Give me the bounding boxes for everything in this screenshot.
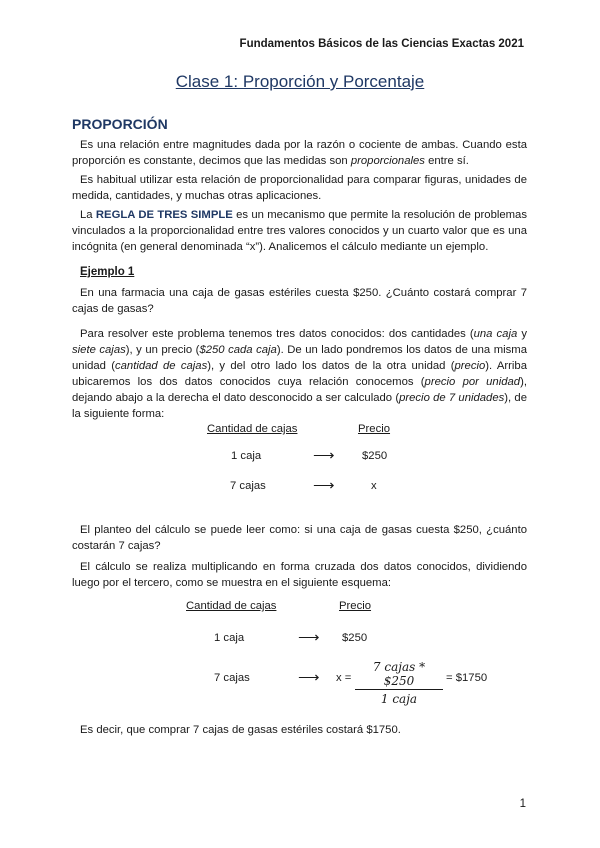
equation-result: = $1750 (446, 672, 488, 684)
paragraph-usage: Es habitual utilizar esta relación de proporcionalidad para comparar figuras, unidades de medida, cantidades, y muchas otras aplicaciones. (72, 174, 527, 202)
right-arrow-icon: ⟶ (313, 477, 335, 494)
table2-row2-quantity: 7 cajas (214, 672, 250, 684)
fraction-formula (355, 660, 443, 706)
table1-header-quantity: Cantidad de cajas (207, 423, 298, 435)
table1-row2-quantity: 7 cajas (230, 480, 266, 492)
fraction-denominator: 1 caja (380, 692, 418, 706)
fraction-numerator: 7 cajas * $250 (355, 660, 443, 690)
right-arrow-icon: ⟶ (298, 669, 320, 686)
page-title: Clase 1: Proporción y Porcentaje (175, 72, 425, 91)
table1-row1-price: $250 (362, 450, 388, 462)
paragraph-conclusion: Es decir, que comprar 7 cajas de gasas estériles costará $1750. (80, 724, 401, 736)
table1-row1-quantity: 1 caja (231, 450, 262, 462)
page-number: 1 (519, 798, 526, 810)
paragraph-explanation: Para resolver este problema tenemos tres datos conocidos: dos cantidades (una caja y siete cajas), y un precio ($250 cada caja). De un lado pondremos los datos de una misma unidad (cantidad de cajas), y del otro lado los datos de la otra unidad (precio). Arriba ubicaremos los dos datos conocidos cuya relación conocemos (precio por unidad), dejando abajo a la derecha el dato desconocido a ser calculado (precio de 7 unidades), de la siguiente forma: (72, 328, 528, 420)
table2-header-price: Precio (339, 600, 372, 612)
table2-row1-price: $250 (342, 632, 368, 644)
example-heading: Ejemplo 1 (80, 266, 135, 278)
table2-row1-quantity: 1 caja (214, 632, 245, 644)
table1-header-price: Precio (358, 423, 391, 435)
right-arrow-icon: ⟶ (298, 629, 320, 646)
section-heading: PROPORCIÓN (72, 116, 168, 132)
equation-x-equals: x = (336, 672, 352, 684)
paragraph-rule-of-three: La REGLA DE TRES SIMPLE es un mecanismo que permite la resolución de problemas vinculados a la proporcionalidad entre tres valores conocidos y un cuarto valor que es una incógnita (en general denominada “x”). Analicemos el cálculo mediante un ejemplo. (72, 209, 527, 253)
table1-row2-unknown: x (371, 480, 377, 492)
document-header: Fundamentos Básicos de las Ciencias Exactas 2021 (239, 38, 524, 50)
table2-header-quantity: Cantidad de cajas (186, 600, 277, 612)
paragraph-calculation: El cálculo se realiza multiplicando en forma cruzada dos datos conocidos, dividiendo luego por el tercero, como se muestra en el siguiente esquema: (72, 561, 527, 589)
right-arrow-icon: ⟶ (313, 447, 335, 464)
paragraph-problem: En una farmacia una caja de gasas estériles cuesta $250. ¿Cuánto costará comprar 7 cajas de gasas? (72, 287, 527, 315)
paragraph-reading: El planteo del cálculo se puede leer como: si una caja de gasas cuesta $250, ¿cuánto costarán 7 cajas? (72, 524, 527, 552)
paragraph-definition: Es una relación entre magnitudes dada por la razón o cociente de ambas. Cuando esta proporción es constante, decimos que las medidas son proporcionales entre sí. (72, 139, 527, 167)
